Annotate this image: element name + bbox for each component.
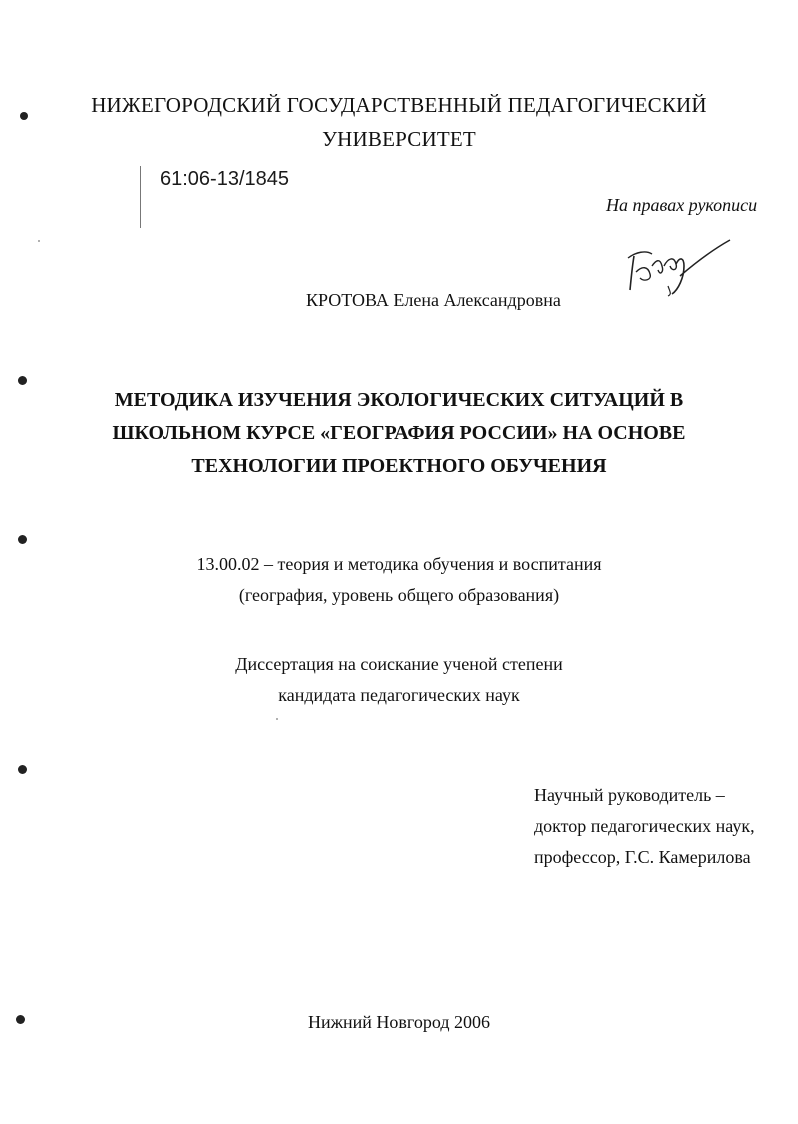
university-name bbox=[0, 88, 798, 156]
signature-image bbox=[622, 236, 734, 300]
scan-speck bbox=[38, 240, 40, 242]
library-code-stamp: 61:06-13/1845 bbox=[160, 168, 290, 190]
scan-mark bbox=[140, 166, 141, 228]
specialty-line: 13.00.02 – теория и методика обучения и воспитания bbox=[196, 554, 602, 574]
degree-line: Диссертация на соискание ученой степени bbox=[235, 654, 563, 674]
university-name-line: УНИВЕРСИТЕТ bbox=[322, 127, 476, 151]
scan-speck bbox=[276, 718, 278, 720]
advisor-line: профессор, Г.С. Камерилова bbox=[534, 847, 751, 867]
degree-statement bbox=[0, 649, 798, 711]
advisor-line: доктор педагогических наук, bbox=[534, 816, 755, 836]
advisor-line: Научный руководитель – bbox=[534, 785, 725, 805]
author-name: КРОТОВА Елена Александровна bbox=[306, 290, 561, 310]
title-line: ТЕХНОЛОГИИ ПРОЕКТНОГО ОБУЧЕНИЯ bbox=[191, 455, 607, 477]
scientific-advisor bbox=[534, 780, 755, 873]
university-name-line: НИЖЕГОРОДСКИЙ ГОСУДАРСТВЕННЫЙ ПЕДАГОГИЧЕСКИЙ bbox=[91, 93, 707, 117]
rights-note: На правах рукописи bbox=[606, 195, 758, 215]
binder-hole-mark bbox=[18, 535, 27, 544]
title-line: МЕТОДИКА ИЗУЧЕНИЯ ЭКОЛОГИЧЕСКИХ СИТУАЦИЙ В bbox=[114, 389, 684, 411]
city-year: Нижний Новгород 2006 bbox=[307, 1012, 491, 1032]
title-line: ШКОЛЬНОМ КУРСЕ «ГЕОГРАФИЯ РОССИИ» НА ОСНОВЕ bbox=[112, 422, 686, 444]
degree-line: кандидата педагогических наук bbox=[278, 685, 520, 705]
binder-hole-mark bbox=[18, 765, 27, 774]
specialty-line: (география, уровень общего образования) bbox=[238, 585, 560, 605]
dissertation-title bbox=[0, 384, 798, 483]
specialty-code bbox=[0, 549, 798, 611]
